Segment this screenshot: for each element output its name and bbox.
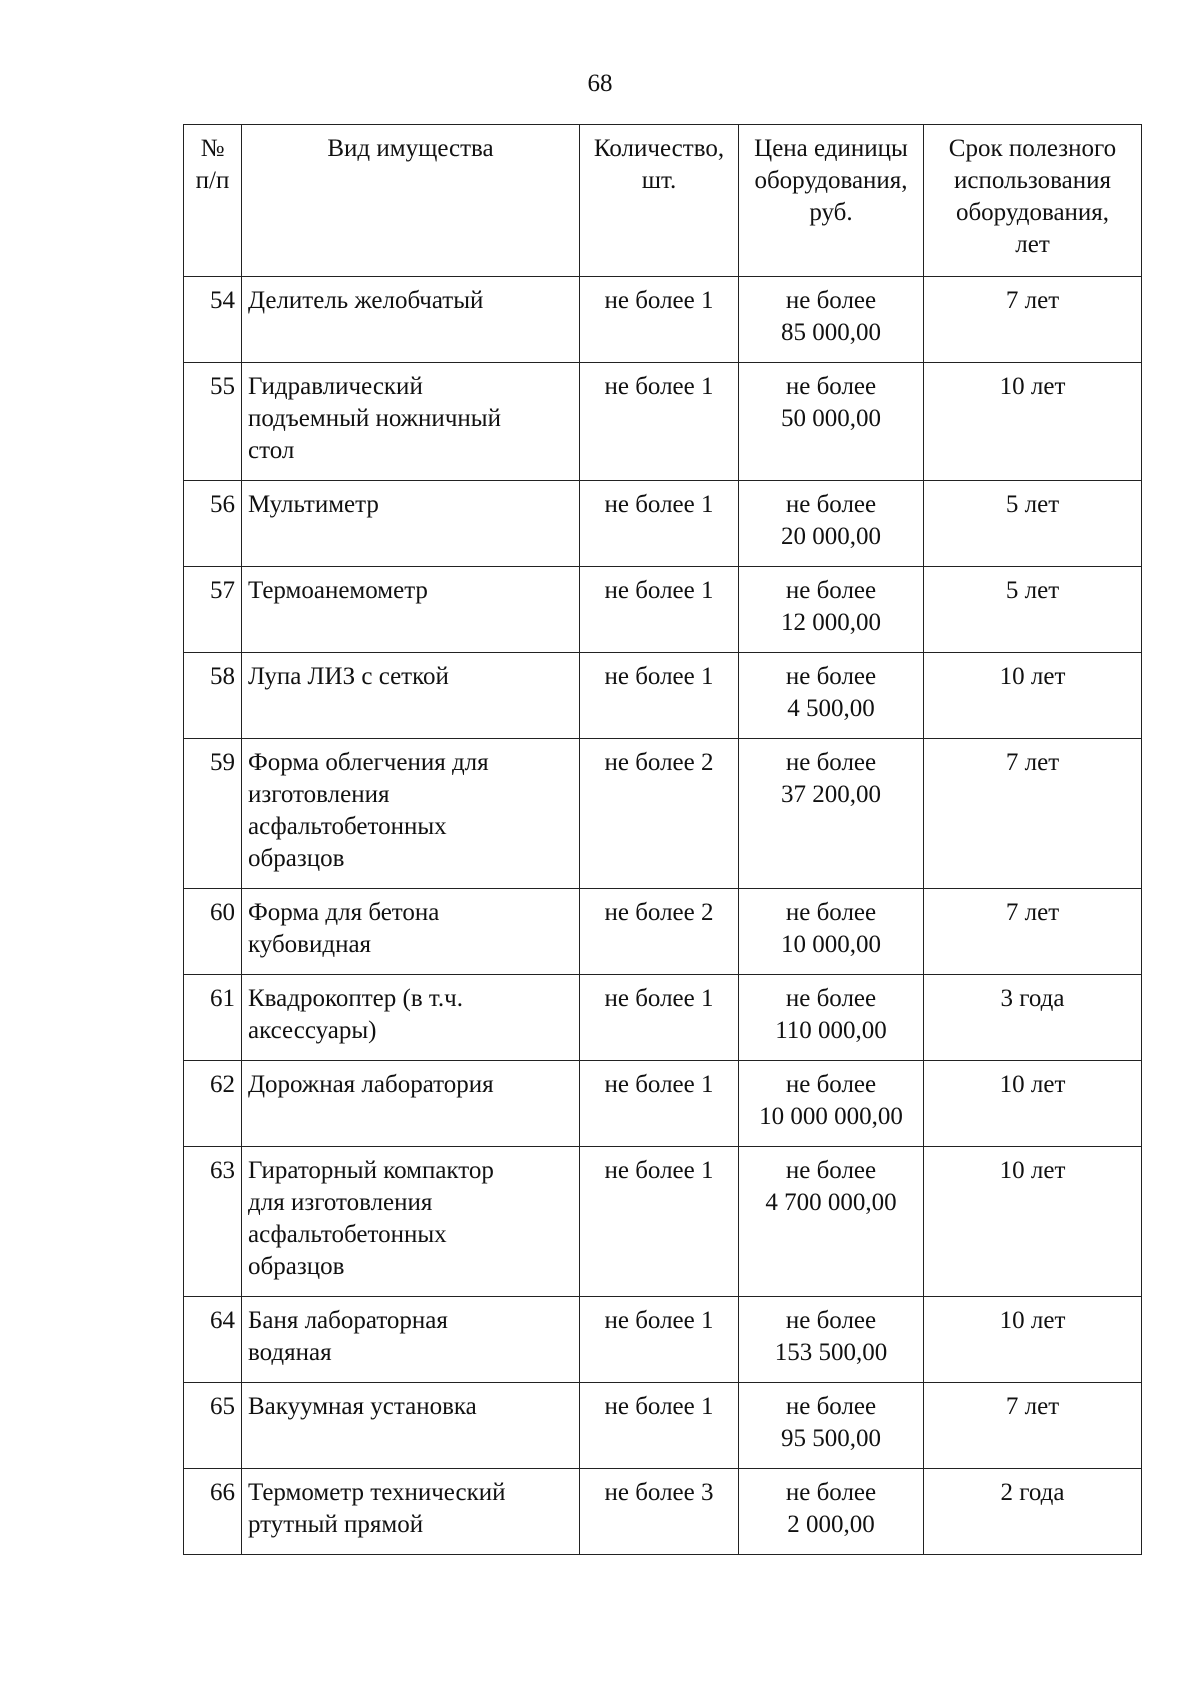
table-body (184, 277, 1142, 1555)
table-row (184, 567, 1142, 653)
row-number: 63 (184, 1147, 242, 1297)
price-value: 95 500,00 (781, 1425, 881, 1452)
row-useful-life: 10 лет (924, 1061, 1142, 1147)
row-useful-life: 5 лет (924, 567, 1142, 653)
header-price-line: оборудования, (754, 167, 908, 194)
header-number-line: п/п (195, 167, 230, 194)
row-property-name (242, 739, 580, 889)
property-name-line: изготовления (248, 781, 390, 808)
header-unit-price (739, 125, 924, 277)
property-name-line: Гираторный компактор (248, 1157, 494, 1184)
row-number: 56 (184, 481, 242, 567)
table-row (184, 1383, 1142, 1469)
price-label: не более (785, 749, 877, 776)
property-name-line: асфальтобетонных (248, 813, 447, 840)
row-quantity: не более 1 (580, 277, 739, 363)
price-value: 50 000,00 (781, 405, 881, 432)
property-name-line: Лупа ЛИЗ с сеткой (248, 663, 449, 690)
property-name-line: Вакуумная установка (248, 1393, 477, 1420)
property-name-line: образцов (248, 1253, 345, 1280)
row-unit-price (739, 739, 924, 889)
row-useful-life: 7 лет (924, 277, 1142, 363)
row-quantity: не более 1 (580, 1147, 739, 1297)
row-number: 66 (184, 1469, 242, 1555)
table-row (184, 653, 1142, 739)
header-price-line: Цена единицы (754, 135, 908, 162)
row-quantity: не более 3 (580, 1469, 739, 1555)
row-property-name (242, 277, 580, 363)
row-unit-price (739, 1383, 924, 1469)
row-quantity: не более 1 (580, 1061, 739, 1147)
row-number: 62 (184, 1061, 242, 1147)
row-property-name (242, 1297, 580, 1383)
table-row (184, 1147, 1142, 1297)
price-value: 4 500,00 (787, 695, 875, 722)
row-unit-price (739, 653, 924, 739)
price-value: 110 000,00 (775, 1017, 887, 1044)
price-label: не более (785, 1479, 877, 1506)
row-quantity: не более 2 (580, 739, 739, 889)
row-unit-price (739, 277, 924, 363)
table-row (184, 481, 1142, 567)
price-label: не более (785, 1157, 877, 1184)
page-number: 68 (587, 70, 613, 97)
row-unit-price (739, 889, 924, 975)
row-unit-price (739, 481, 924, 567)
header-price-line: руб. (809, 199, 853, 226)
price-value: 4 700 000,00 (765, 1189, 897, 1216)
header-life-line: лет (1015, 231, 1050, 258)
header-quantity-line: Количество, (593, 135, 725, 162)
row-quantity: не более 2 (580, 889, 739, 975)
row-number: 58 (184, 653, 242, 739)
row-number: 57 (184, 567, 242, 653)
price-value: 37 200,00 (781, 781, 881, 808)
row-useful-life: 2 года (924, 1469, 1142, 1555)
row-quantity: не более 1 (580, 1383, 739, 1469)
header-quantity (580, 125, 739, 277)
price-label: не более (785, 1071, 877, 1098)
row-quantity: не более 1 (580, 481, 739, 567)
property-name-line: образцов (248, 845, 345, 872)
table-row (184, 277, 1142, 363)
row-unit-price (739, 1061, 924, 1147)
row-useful-life: 10 лет (924, 1297, 1142, 1383)
row-unit-price (739, 363, 924, 481)
row-useful-life: 10 лет (924, 653, 1142, 739)
header-useful-life (924, 125, 1142, 277)
row-unit-price (739, 975, 924, 1061)
property-name-line: аксессуары) (248, 1017, 377, 1044)
header-life-line: использования (954, 167, 1111, 194)
row-property-name (242, 1383, 580, 1469)
row-property-name (242, 567, 580, 653)
row-useful-life: 5 лет (924, 481, 1142, 567)
price-label: не более (785, 1307, 877, 1334)
row-property-name (242, 889, 580, 975)
price-value: 20 000,00 (781, 523, 881, 550)
property-name-line: ртутный прямой (248, 1511, 424, 1538)
row-useful-life: 10 лет (924, 1147, 1142, 1297)
property-name-line: Форма для бетона (248, 899, 440, 926)
price-value: 85 000,00 (781, 319, 881, 346)
property-name-line: Квадрокоптер (в т.ч. (248, 985, 463, 1012)
row-useful-life: 7 лет (924, 1383, 1142, 1469)
header-number (184, 125, 242, 277)
price-value: 153 500,00 (774, 1339, 888, 1366)
row-property-name (242, 481, 580, 567)
header-property-type: Вид имущества (242, 125, 580, 277)
row-unit-price (739, 1469, 924, 1555)
row-unit-price (739, 1297, 924, 1383)
row-quantity: не более 1 (580, 975, 739, 1061)
price-value: 2 000,00 (787, 1511, 875, 1538)
property-name-line: Форма облегчения для (248, 749, 489, 776)
row-unit-price (739, 1147, 924, 1297)
row-property-name (242, 363, 580, 481)
table-row (184, 1469, 1142, 1555)
row-number: 55 (184, 363, 242, 481)
property-name-line: Термоанемометр (248, 577, 428, 604)
row-number: 64 (184, 1297, 242, 1383)
price-label: не более (785, 985, 877, 1012)
row-number: 59 (184, 739, 242, 889)
header-life-line: Срок полезного (948, 135, 1117, 162)
price-value: 12 000,00 (781, 609, 881, 636)
table-header-row (184, 125, 1142, 277)
row-property-name (242, 653, 580, 739)
property-name-line: Гидравлический (248, 373, 423, 400)
row-useful-life: 3 года (924, 975, 1142, 1061)
property-name-line: кубовидная (248, 931, 372, 958)
header-number-line: № (200, 135, 225, 162)
row-useful-life: 7 лет (924, 889, 1142, 975)
price-label: не более (785, 577, 877, 604)
header-quantity-line: шт. (641, 167, 677, 194)
row-property-name (242, 975, 580, 1061)
row-unit-price (739, 567, 924, 653)
row-number: 65 (184, 1383, 242, 1469)
property-name-line: для изготовления (248, 1189, 433, 1216)
property-name-line: Термометр технический (248, 1479, 506, 1506)
property-name-line: водяная (248, 1339, 332, 1366)
row-number: 61 (184, 975, 242, 1061)
price-value: 10 000,00 (781, 931, 881, 958)
property-name-line: Баня лабораторная (248, 1307, 448, 1334)
price-label: не более (785, 287, 877, 314)
row-quantity: не более 1 (580, 653, 739, 739)
table-row (184, 739, 1142, 889)
table-row (184, 1297, 1142, 1383)
property-name-line: асфальтобетонных (248, 1221, 447, 1248)
table-row (184, 363, 1142, 481)
property-name-line: Дорожная лаборатория (248, 1071, 494, 1098)
row-property-name (242, 1147, 580, 1297)
table-row (184, 889, 1142, 975)
equipment-table (183, 124, 1142, 1555)
price-label: не более (785, 899, 877, 926)
property-name-line: подъемный ножничный (248, 405, 501, 432)
table-row (184, 975, 1142, 1061)
header-life-line: оборудования, (955, 199, 1110, 226)
row-number: 60 (184, 889, 242, 975)
row-useful-life: 7 лет (924, 739, 1142, 889)
table-row (184, 1061, 1142, 1147)
row-property-name (242, 1061, 580, 1147)
row-number: 54 (184, 277, 242, 363)
row-useful-life: 10 лет (924, 363, 1142, 481)
property-name-line: Мультиметр (248, 491, 379, 518)
row-quantity: не более 1 (580, 363, 739, 481)
row-property-name (242, 1469, 580, 1555)
price-label: не более (785, 1393, 877, 1420)
price-label: не более (785, 373, 877, 400)
row-quantity: не более 1 (580, 567, 739, 653)
row-quantity: не более 1 (580, 1297, 739, 1383)
price-value: 10 000 000,00 (759, 1103, 903, 1130)
property-name-line: стол (248, 437, 295, 464)
property-name-line: Делитель желобчатый (248, 287, 484, 314)
price-label: не более (785, 491, 877, 518)
price-label: не более (785, 663, 877, 690)
